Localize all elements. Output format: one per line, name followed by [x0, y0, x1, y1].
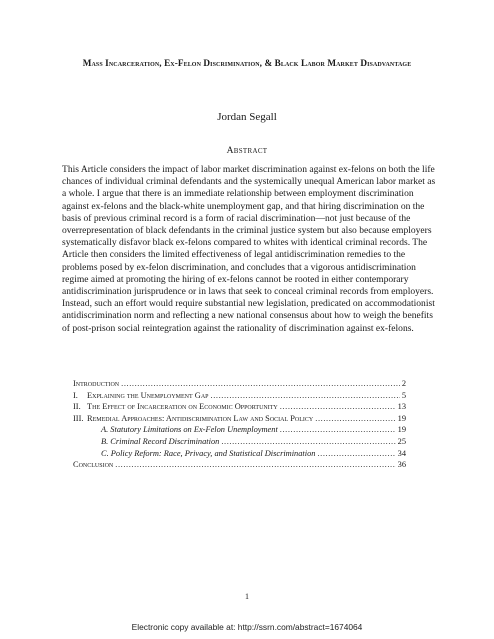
toc-page-number: 34 [397, 448, 406, 458]
toc-entry-conclusion [73, 459, 406, 471]
toc-entry-part-3 [73, 413, 406, 425]
toc-page-number: 36 [397, 460, 406, 470]
toc-page-number: 2 [401, 379, 406, 388]
toc-leader-dots [211, 390, 400, 402]
toc-leader-dots [121, 378, 400, 390]
toc-label: A. Statutory Limitations on Ex-Felon Unemployment [101, 425, 278, 435]
toc-label: B. Criminal Record Discrimination [101, 436, 220, 446]
toc-leader-dots [115, 459, 395, 471]
toc-entry-part-3a [73, 424, 406, 436]
toc-entry-part-2 [73, 401, 406, 413]
paper-title: Mass Incarceration, Ex-Felon Discrimination, & Black Labor Market Disadvantage [82, 58, 412, 68]
toc-page-number: 5 [401, 390, 406, 400]
toc-label: C. Policy Reform: Race, Privacy, and Statistical Discrimination [101, 448, 316, 458]
author-name: Jordan Segall [217, 111, 277, 123]
abstract-text: This Article considers the impact of labor market discrimination against ex-felons on both the life chances of individual criminal defendants and the systemically unequal American labor market as a whole. I argue that there is an immediate relationship between employment discrimination against ex-felons and the black-white unemployment gap, and that hiring discrimination on the basis of previous criminal record is a form of racial discrimination—not just because of the overrepresentation of black defendants in the criminal justice system but also because employers systematically disfavor black ex-felons compared to whites with identical criminal records. The Article then considers the limited effectiveness of legal antidiscrimination remedies to the problems posed by ex-felon discrimination, and concludes that a vigorous antidiscrimination regime aimed at promoting the hiring of ex-felons cannot be rooted in either contemporary antidiscrimination jurisprudence or in laws that seek to conceal criminal records from employers. Instead, such an effort would require substantial new legislation, predicated on accommodationist antidiscrimination norm and reflecting a new national consensus about how to weigh the benefits of post-prison social reintegration against the rationality of discrimination against ex-felons. [62, 164, 436, 334]
table-of-contents [73, 378, 406, 471]
toc-leader-dots [315, 413, 395, 425]
toc-entry-part-3b [73, 436, 406, 448]
abstract-heading: Abstract [226, 146, 268, 156]
toc-leader-dots [221, 436, 395, 448]
toc-label: Conclusion [73, 460, 114, 470]
ssrn-footer: Electronic copy available at: http://ssrn.com/abstract=1674064 [131, 622, 363, 632]
toc-section-number: III. [73, 413, 84, 423]
toc-label: The Effect of Incarceration on Economic Opportunity [87, 402, 278, 412]
toc-page-number: 25 [397, 436, 406, 446]
toc-leader-dots [317, 448, 395, 460]
toc-label: Introduction [73, 379, 120, 388]
toc-section-number: I. [73, 390, 78, 400]
toc-label: Remedial Approaches: Antidiscrimination Law and Social Policy [87, 413, 314, 423]
toc-entry-part-3c [73, 448, 406, 460]
toc-section-number: II. [73, 402, 81, 412]
toc-page-number: 19 [397, 413, 406, 423]
toc-label: Explaining the Unemployment Gap [87, 390, 209, 400]
toc-entry-part-1 [73, 390, 406, 402]
toc-leader-dots [280, 424, 396, 436]
page-number: 1 [245, 592, 249, 601]
toc-page-number: 19 [397, 425, 406, 435]
toc-page-number: 13 [397, 402, 406, 412]
toc-entry-introduction [73, 378, 406, 390]
toc-leader-dots [280, 401, 396, 413]
